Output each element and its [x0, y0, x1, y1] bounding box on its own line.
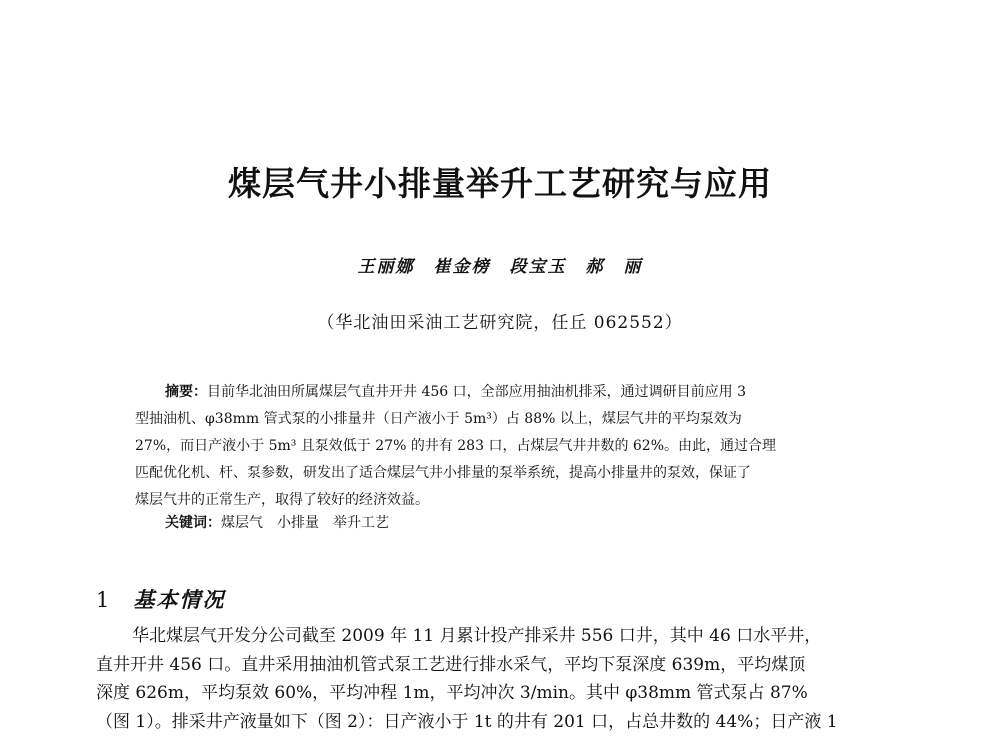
section-body	[96, 622, 914, 736]
body-line: 华北煤层气开发分公司截至 2009 年 11 月累计投产排采井 556 口井，其中 46 口水平井，	[132, 626, 822, 646]
section-heading	[96, 584, 225, 614]
paper-authors: 王丽娜 崔金榜 段宝玉 郝 丽	[357, 257, 643, 277]
keywords	[165, 512, 403, 532]
section-title: 基本情况	[133, 587, 226, 612]
body-line: 深度 626m，平均泵效 60%，平均冲程 1m，平均冲次 3/min。其中 φ38mm 管式泵占 87%	[96, 683, 808, 703]
abstract-line: 型抽油机、φ38mm 管式泵的小排量井（日产液小于 5m³）占 88% 以上，煤层气井的平均泵效为	[135, 411, 742, 427]
abstract	[135, 379, 872, 514]
paper-title: 煤层气井小排量举升工艺研究与应用	[228, 164, 772, 203]
keywords-label: 关键词：	[165, 515, 221, 531]
keyword: 小排量	[277, 515, 319, 531]
abstract-line: 煤层气井的正常生产，取得了较好的经济效益。	[135, 492, 429, 508]
keyword: 煤层气	[221, 515, 263, 531]
abstract-line	[135, 379, 872, 406]
body-line: 直井开井 456 口。直井采用抽油机管式泵工艺进行排水采气，平均下泵深度 639m，平均煤顶	[96, 654, 806, 675]
abstract-label: 摘要：	[165, 384, 207, 400]
keyword: 举升工艺	[333, 515, 389, 531]
abstract-text: 目前华北油田所属煤层气直井开井 456 口，全部应用抽油机排采，通过调研目前应用 3	[207, 384, 746, 400]
abstract-line: 匹配优化机、杆、泵参数，研发出了适合煤层气井小排量的泵举系统，提高小排量井的泵效，保证了	[135, 465, 751, 481]
paper-affiliation: （华北油田采油工艺研究院，任丘 062552）	[317, 313, 683, 333]
section-number: 1	[96, 588, 110, 612]
abstract-line: 27%，而日产液小于 5m³ 且泵效低于 27% 的井有 283 口，占煤层气井井数的 62%。由此，通过合理	[135, 438, 777, 454]
body-line: （图 1）。排采井产液量如下（图 2）：日产液小于 1t 的井有 201 口，占总井数的 44%；日产液 1	[96, 711, 838, 732]
